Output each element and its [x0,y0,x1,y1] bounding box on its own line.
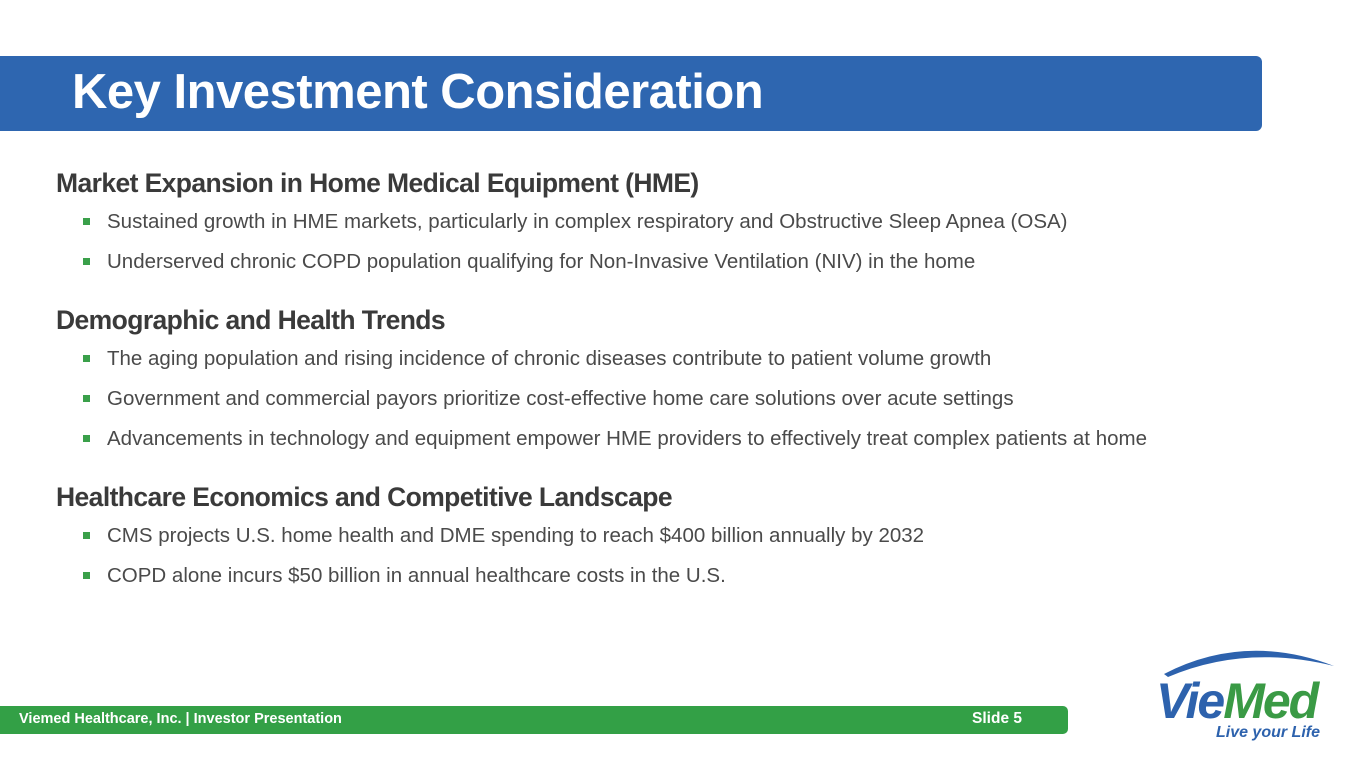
bullet-text: Government and commercial payors prioritize cost-effective home care solutions over acute settings [107,387,1014,410]
bullet-text: CMS projects U.S. home health and DME spending to reach $400 billion annually by 2032 [107,524,925,547]
footer-bar [0,706,1068,734]
bullet-text: Advancements in technology and equipment empower HME providers to effectively treat complex patients at home [107,427,1147,450]
section-heading: Healthcare Economics and Competitive Landscape [56,482,672,512]
logo-name-vie: Vie [1156,673,1224,729]
section-heading: Market Expansion in Home Medical Equipment (HME) [56,168,699,198]
bullet-item [56,523,1346,563]
bullet-list [56,523,1346,603]
footer-company-label: Viemed Healthcare, Inc. | Investor Presentation [19,711,342,727]
viemed-logo [1150,644,1340,744]
logo-tagline: Live your Life [1215,724,1320,741]
bullet-item [56,426,1346,466]
bullet-text: COPD alone incurs $50 billion in annual healthcare costs in the U.S. [107,564,726,587]
bullet-item [56,209,1346,249]
slide-number: Slide 5 [972,710,1022,727]
slide-content [56,168,1346,619]
bullet-item [56,386,1346,426]
bullet-item [56,563,1346,603]
square-bullet-icon [83,218,90,225]
square-bullet-icon [83,572,90,579]
bullet-text: Sustained growth in HME markets, particularly in complex respiratory and Obstructive Sleep Apnea (OSA) [107,210,1068,233]
slide-title: Key Investment Consideration [72,65,764,119]
square-bullet-icon [83,355,90,362]
svg-text:VieMed [1156,673,1321,729]
bullet-list [56,209,1346,289]
section-heading: Demographic and Health Trends [56,305,446,335]
logo-name-med: Med [1223,673,1318,729]
bullet-item [56,346,1346,386]
square-bullet-icon [83,258,90,265]
square-bullet-icon [83,435,90,442]
section-market-expansion [56,168,1346,289]
section-healthcare-economics [56,482,1346,603]
bullet-text: The aging population and rising incidence of chronic diseases contribute to patient volume growth [107,347,992,370]
title-bar [0,56,1262,131]
square-bullet-icon [83,395,90,402]
bullet-list [56,346,1346,466]
bullet-text: Underserved chronic COPD population qualifying for Non-Invasive Ventilation (NIV) in the home [107,250,976,273]
section-demographic-trends [56,305,1346,466]
bullet-item [56,249,1346,289]
square-bullet-icon [83,532,90,539]
